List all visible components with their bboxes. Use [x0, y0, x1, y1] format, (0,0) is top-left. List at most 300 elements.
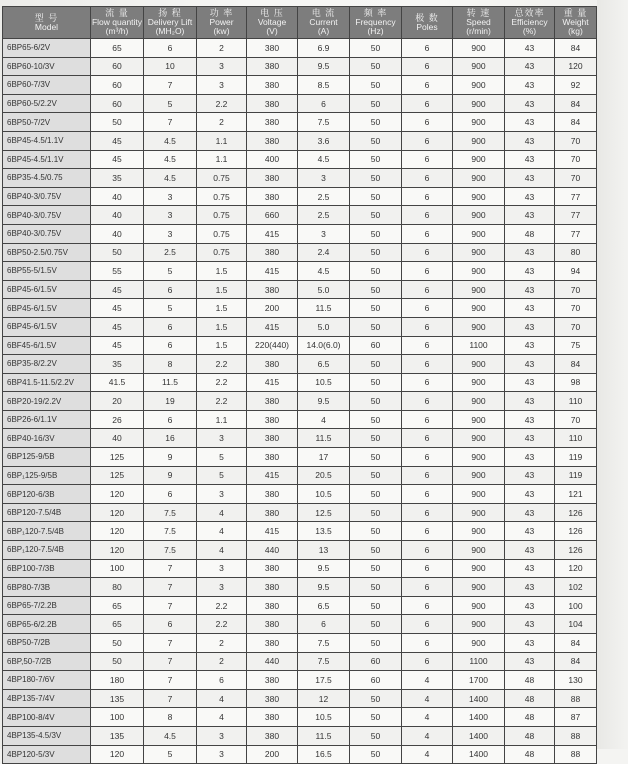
cell-voltage: 380 [247, 596, 298, 615]
cell-current: 11.5 [298, 726, 350, 745]
cell-frequency: 50 [350, 410, 402, 429]
cell-model: 6BP65-6/2.2B [3, 615, 91, 634]
table-row [3, 169, 597, 188]
column-header-unit: (A) [317, 26, 330, 36]
cell-model: 4BP180-7/6V [3, 671, 91, 690]
table-row [3, 94, 597, 113]
cell-efficiency: 43 [505, 373, 555, 392]
cell-flow-quantity: 80 [91, 578, 144, 597]
cell-poles: 6 [402, 336, 453, 355]
cell-frequency: 50 [350, 206, 402, 225]
cell-voltage: 415 [247, 466, 298, 485]
cell-efficiency: 43 [505, 466, 555, 485]
column-header-delivery-lift [144, 7, 197, 39]
cell-frequency: 50 [350, 187, 402, 206]
cell-model: 6BP26-6/1.1V [3, 410, 91, 429]
cell-current: 5.0 [298, 280, 350, 299]
cell-efficiency: 48 [505, 689, 555, 708]
cell-flow-quantity: 135 [91, 726, 144, 745]
column-header-speed [453, 7, 505, 39]
cell-poles: 6 [402, 280, 453, 299]
column-header-chinese: 扬 程 [158, 8, 182, 18]
cell-power: 3 [197, 726, 247, 745]
cell-weight: 126 [555, 503, 597, 522]
cell-frequency: 50 [350, 745, 402, 764]
cell-current: 9.5 [298, 57, 350, 76]
cell-power: 3 [197, 485, 247, 504]
cell-flow-quantity: 120 [91, 503, 144, 522]
cell-delivery-lift: 7 [144, 634, 197, 653]
cell-voltage: 380 [247, 578, 298, 597]
cell-efficiency: 43 [505, 578, 555, 597]
cell-current: 5.0 [298, 317, 350, 336]
cell-power: 2.2 [197, 94, 247, 113]
cell-weight: 94 [555, 262, 597, 281]
cell-speed: 900 [453, 39, 505, 58]
column-header-unit: (V) [266, 26, 278, 36]
cell-frequency: 50 [350, 280, 402, 299]
cell-delivery-lift: 6 [144, 410, 197, 429]
cell-efficiency: 43 [505, 131, 555, 150]
cell-power: 2 [197, 113, 247, 132]
column-header-unit: (m³/h) [105, 26, 129, 36]
cell-poles: 6 [402, 39, 453, 58]
cell-flow-quantity: 100 [91, 708, 144, 727]
cell-speed: 900 [453, 94, 505, 113]
cell-poles: 6 [402, 466, 453, 485]
cell-power: 3 [197, 429, 247, 448]
cell-current: 6 [298, 615, 350, 634]
cell-current: 13.5 [298, 522, 350, 541]
cell-efficiency: 43 [505, 299, 555, 318]
cell-delivery-lift: 7 [144, 76, 197, 95]
cell-model: 6BP65-7/2.2B [3, 596, 91, 615]
column-header-weight [555, 7, 597, 39]
column-header-english: Speed [466, 17, 491, 27]
cell-flow-quantity: 26 [91, 410, 144, 429]
cell-power: 1.5 [197, 262, 247, 281]
cell-efficiency: 43 [505, 652, 555, 671]
cell-delivery-lift: 7 [144, 689, 197, 708]
cell-poles: 6 [402, 76, 453, 95]
cell-poles: 6 [402, 522, 453, 541]
cell-poles: 6 [402, 243, 453, 262]
cell-weight: 87 [555, 708, 597, 727]
cell-voltage: 380 [247, 113, 298, 132]
cell-weight: 120 [555, 57, 597, 76]
cell-voltage: 220(440) [247, 336, 298, 355]
cell-weight: 102 [555, 578, 597, 597]
column-header-chinese: 转 速 [466, 8, 491, 18]
cell-model: 6BP45-6/1.5V [3, 280, 91, 299]
cell-flow-quantity: 135 [91, 689, 144, 708]
table-row [3, 448, 597, 467]
cell-voltage: 380 [247, 448, 298, 467]
cell-voltage: 415 [247, 522, 298, 541]
cell-efficiency: 48 [505, 708, 555, 727]
column-header-voltage [247, 7, 298, 39]
cell-model: 4BP135-7/4V [3, 689, 91, 708]
table-body [3, 39, 597, 764]
cell-power: 2.2 [197, 355, 247, 374]
table-row [3, 652, 597, 671]
cell-voltage: 380 [247, 57, 298, 76]
table-row [3, 559, 597, 578]
cell-poles: 6 [402, 373, 453, 392]
cell-speed: 900 [453, 522, 505, 541]
cell-power: 2.2 [197, 392, 247, 411]
table-row [3, 392, 597, 411]
cell-poles: 4 [402, 671, 453, 690]
cell-voltage: 380 [247, 503, 298, 522]
cell-voltage: 380 [247, 410, 298, 429]
cell-flow-quantity: 125 [91, 466, 144, 485]
cell-flow-quantity: 40 [91, 224, 144, 243]
cell-voltage: 380 [247, 689, 298, 708]
cell-current: 10.5 [298, 708, 350, 727]
cell-frequency: 50 [350, 94, 402, 113]
cell-model: 6BP50-7/2B [3, 634, 91, 653]
cell-flow-quantity: 60 [91, 57, 144, 76]
column-header-poles [402, 7, 453, 39]
cell-power: 3 [197, 745, 247, 764]
cell-voltage: 200 [247, 299, 298, 318]
cell-flow-quantity: 40 [91, 187, 144, 206]
cell-poles: 6 [402, 541, 453, 560]
table-row [3, 615, 597, 634]
cell-frequency: 50 [350, 634, 402, 653]
cell-weight: 88 [555, 745, 597, 764]
cell-efficiency: 43 [505, 243, 555, 262]
cell-frequency: 50 [350, 485, 402, 504]
cell-delivery-lift: 3 [144, 206, 197, 225]
table-row [3, 671, 597, 690]
cell-weight: 84 [555, 652, 597, 671]
cell-efficiency: 48 [505, 745, 555, 764]
cell-frequency: 50 [350, 150, 402, 169]
cell-voltage: 380 [247, 392, 298, 411]
cell-flow-quantity: 40 [91, 206, 144, 225]
cell-model: 6BP65-6/2V [3, 39, 91, 58]
cell-frequency: 50 [350, 429, 402, 448]
column-header-chinese: 电 流 [311, 8, 336, 18]
cell-power: 1.1 [197, 150, 247, 169]
cell-frequency: 50 [350, 224, 402, 243]
cell-current: 6.5 [298, 596, 350, 615]
cell-flow-quantity: 45 [91, 131, 144, 150]
cell-poles: 6 [402, 634, 453, 653]
cell-frequency: 50 [350, 596, 402, 615]
column-header-power [197, 7, 247, 39]
cell-frequency: 60 [350, 336, 402, 355]
cell-weight: 120 [555, 559, 597, 578]
cell-speed: 900 [453, 578, 505, 597]
cell-poles: 4 [402, 708, 453, 727]
cell-current: 2.5 [298, 187, 350, 206]
cell-frequency: 50 [350, 262, 402, 281]
cell-weight: 88 [555, 689, 597, 708]
cell-speed: 900 [453, 355, 505, 374]
cell-weight: 84 [555, 39, 597, 58]
cell-frequency: 50 [350, 503, 402, 522]
cell-speed: 900 [453, 76, 505, 95]
cell-weight: 77 [555, 187, 597, 206]
cell-voltage: 400 [247, 150, 298, 169]
cell-weight: 98 [555, 373, 597, 392]
cell-model: 6BP60-7/3V [3, 76, 91, 95]
cell-power: 0.75 [197, 187, 247, 206]
cell-efficiency: 43 [505, 503, 555, 522]
cell-efficiency: 43 [505, 206, 555, 225]
cell-delivery-lift: 9 [144, 466, 197, 485]
cell-poles: 6 [402, 224, 453, 243]
cell-current: 14.0(6.0) [298, 336, 350, 355]
table-row [3, 206, 597, 225]
column-header-chinese: 功 率 [209, 8, 234, 18]
cell-poles: 6 [402, 299, 453, 318]
cell-speed: 900 [453, 615, 505, 634]
cell-frequency: 50 [350, 541, 402, 560]
cell-voltage: 380 [247, 243, 298, 262]
cell-power: 1.1 [197, 410, 247, 429]
column-header-chinese: 型 号 [34, 12, 59, 23]
cell-efficiency: 43 [505, 596, 555, 615]
column-header-english: Frequency [355, 17, 396, 27]
cell-poles: 6 [402, 355, 453, 374]
cell-delivery-lift: 6 [144, 485, 197, 504]
cell-speed: 900 [453, 373, 505, 392]
cell-poles: 6 [402, 206, 453, 225]
cell-power: 4 [197, 541, 247, 560]
cell-poles: 6 [402, 596, 453, 615]
cell-delivery-lift: 7.5 [144, 541, 197, 560]
cell-model: 6BP55-5/1.5V [3, 262, 91, 281]
cell-flow-quantity: 120 [91, 541, 144, 560]
cell-current: 4 [298, 410, 350, 429]
cell-poles: 6 [402, 652, 453, 671]
cell-delivery-lift: 4.5 [144, 726, 197, 745]
table-header [3, 7, 597, 39]
column-header-english: Weight [562, 17, 589, 27]
cell-flow-quantity: 45 [91, 150, 144, 169]
cell-power: 2 [197, 652, 247, 671]
cell-model: 6BP40-16/3V [3, 429, 91, 448]
cell-speed: 1100 [453, 652, 505, 671]
cell-efficiency: 43 [505, 448, 555, 467]
column-header-chinese: 总效率 [514, 8, 545, 18]
cell-poles: 6 [402, 578, 453, 597]
cell-delivery-lift: 4.5 [144, 150, 197, 169]
cell-current: 20.5 [298, 466, 350, 485]
cell-current: 7.5 [298, 113, 350, 132]
table-row [3, 745, 597, 764]
cell-efficiency: 43 [505, 410, 555, 429]
cell-current: 17 [298, 448, 350, 467]
cell-voltage: 380 [247, 39, 298, 58]
cell-flow-quantity: 180 [91, 671, 144, 690]
column-header-english: Current [309, 17, 338, 27]
cell-power: 3 [197, 76, 247, 95]
table-row [3, 336, 597, 355]
cell-power: 4 [197, 708, 247, 727]
column-header-unit: (Hz) [367, 26, 384, 36]
column-header-english: Poles [416, 21, 438, 32]
cell-weight: 110 [555, 429, 597, 448]
table-row [3, 708, 597, 727]
cell-voltage: 380 [247, 726, 298, 745]
cell-speed: 900 [453, 187, 505, 206]
cell-flow-quantity: 45 [91, 280, 144, 299]
cell-current: 10.5 [298, 373, 350, 392]
cell-frequency: 50 [350, 243, 402, 262]
cell-efficiency: 43 [505, 429, 555, 448]
cell-current: 12 [298, 689, 350, 708]
column-header-frequency [350, 7, 402, 39]
cell-speed: 900 [453, 150, 505, 169]
cell-delivery-lift: 7.5 [144, 503, 197, 522]
cell-poles: 4 [402, 745, 453, 764]
cell-current: 7.5 [298, 652, 350, 671]
cell-efficiency: 43 [505, 485, 555, 504]
cell-voltage: 380 [247, 708, 298, 727]
cell-efficiency: 43 [505, 634, 555, 653]
cell-frequency: 50 [350, 39, 402, 58]
cell-frequency: 50 [350, 392, 402, 411]
cell-model: 6BP35-8/2.2V [3, 355, 91, 374]
cell-speed: 900 [453, 559, 505, 578]
cell-frequency: 50 [350, 466, 402, 485]
cell-weight: 100 [555, 596, 597, 615]
column-header-unit: (MH₂O) [155, 26, 185, 36]
cell-voltage: 380 [247, 559, 298, 578]
cell-model: 6BP40-3/0.75V [3, 224, 91, 243]
cell-speed: 900 [453, 317, 505, 336]
cell-delivery-lift: 5 [144, 262, 197, 281]
column-header-chinese: 电 压 [260, 8, 284, 18]
cell-efficiency: 43 [505, 336, 555, 355]
column-header-english: Flow quantity [91, 17, 143, 27]
cell-flow-quantity: 65 [91, 596, 144, 615]
cell-model: 6BP20-19/2.2V [3, 392, 91, 411]
table-row [3, 299, 597, 318]
cell-power: 1.5 [197, 317, 247, 336]
table-row [3, 410, 597, 429]
cell-poles: 6 [402, 94, 453, 113]
cell-delivery-lift: 19 [144, 392, 197, 411]
cell-efficiency: 48 [505, 671, 555, 690]
cell-speed: 900 [453, 280, 505, 299]
cell-poles: 6 [402, 187, 453, 206]
cell-efficiency: 43 [505, 615, 555, 634]
cell-frequency: 50 [350, 299, 402, 318]
cell-poles: 4 [402, 689, 453, 708]
table-row [3, 224, 597, 243]
cell-model: 4BP100-8/4V [3, 708, 91, 727]
column-header-english: Delivery Lift [147, 17, 193, 27]
cell-speed: 900 [453, 485, 505, 504]
cell-frequency: 50 [350, 448, 402, 467]
cell-poles: 6 [402, 392, 453, 411]
cell-model: 6BP35-4.5/0.75 [3, 169, 91, 188]
cell-speed: 900 [453, 243, 505, 262]
cell-flow-quantity: 120 [91, 485, 144, 504]
cell-model: 6BP50-2.5/0.75V [3, 243, 91, 262]
cell-speed: 900 [453, 541, 505, 560]
column-header-unit: (%) [522, 26, 537, 36]
cell-flow-quantity: 35 [91, 355, 144, 374]
cell-speed: 900 [453, 113, 505, 132]
cell-current: 6.9 [298, 39, 350, 58]
table-row [3, 355, 597, 374]
cell-poles: 6 [402, 485, 453, 504]
cell-weight: 70 [555, 410, 597, 429]
cell-delivery-lift: 3 [144, 187, 197, 206]
column-header-chinese: 极 数 [415, 12, 439, 23]
cell-weight: 84 [555, 355, 597, 374]
cell-model: 4BP135-4.5/3V [3, 726, 91, 745]
cell-power: 5 [197, 466, 247, 485]
cell-speed: 900 [453, 224, 505, 243]
pump-spec-table [2, 6, 597, 764]
cell-current: 9.5 [298, 578, 350, 597]
cell-model: 6BP₁125-9/5B [3, 466, 91, 485]
cell-voltage: 380 [247, 485, 298, 504]
cell-current: 7.5 [298, 634, 350, 653]
cell-efficiency: 43 [505, 169, 555, 188]
cell-flow-quantity: 120 [91, 745, 144, 764]
cell-efficiency: 48 [505, 726, 555, 745]
cell-current: 3 [298, 224, 350, 243]
cell-speed: 900 [453, 57, 505, 76]
cell-delivery-lift: 16 [144, 429, 197, 448]
cell-poles: 6 [402, 448, 453, 467]
cell-model: 6BP40-3/0.75V [3, 206, 91, 225]
cell-poles: 6 [402, 615, 453, 634]
cell-frequency: 50 [350, 169, 402, 188]
cell-weight: 126 [555, 522, 597, 541]
column-header-model [3, 7, 91, 39]
cell-speed: 900 [453, 448, 505, 467]
table-row [3, 503, 597, 522]
cell-weight: 75 [555, 336, 597, 355]
cell-delivery-lift: 11.5 [144, 373, 197, 392]
cell-model: 6BP45-6/1.5V [3, 317, 91, 336]
cell-voltage: 380 [247, 94, 298, 113]
cell-frequency: 50 [350, 131, 402, 150]
table-row [3, 541, 597, 560]
cell-model: 6BP50-7/2V [3, 113, 91, 132]
cell-power: 0.75 [197, 169, 247, 188]
cell-efficiency: 43 [505, 76, 555, 95]
cell-efficiency: 43 [505, 57, 555, 76]
cell-speed: 1700 [453, 671, 505, 690]
cell-flow-quantity: 50 [91, 113, 144, 132]
cell-speed: 900 [453, 596, 505, 615]
cell-speed: 900 [453, 206, 505, 225]
table-row [3, 373, 597, 392]
cell-power: 1.5 [197, 336, 247, 355]
column-header-unit: (kw) [213, 26, 230, 36]
cell-voltage: 415 [247, 224, 298, 243]
cell-speed: 1400 [453, 745, 505, 764]
cell-delivery-lift: 4.5 [144, 131, 197, 150]
cell-voltage: 380 [247, 671, 298, 690]
column-header-english: Voltage [257, 17, 287, 27]
column-header-flow-quantity [91, 7, 144, 39]
cell-current: 3 [298, 169, 350, 188]
cell-power: 2.2 [197, 596, 247, 615]
cell-frequency: 60 [350, 671, 402, 690]
